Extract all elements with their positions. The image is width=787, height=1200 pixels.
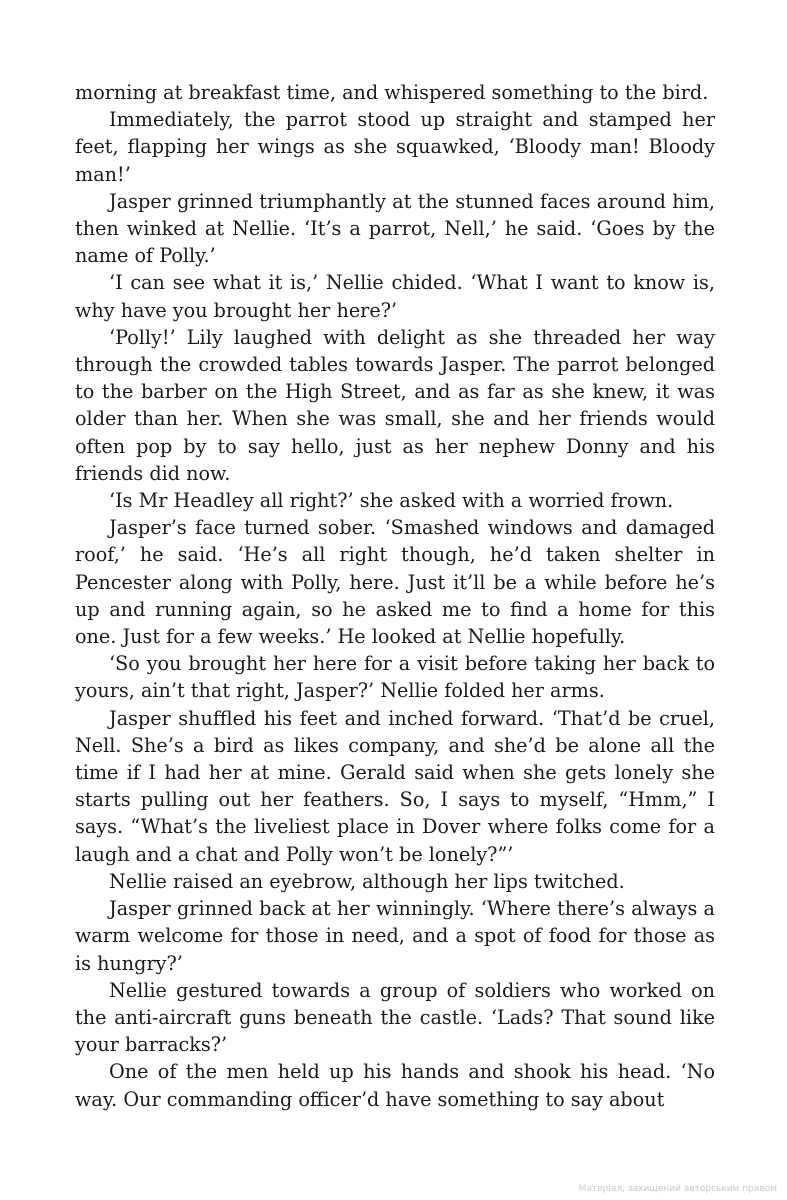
- paragraph-7: Jasper’s face turned sober. ‘Smashed windows and damaged roof,’ he said. ‘He’s all right though, he’d taken shelter in Pencester along with Polly, here. Just it’ll be a while before he’s up and running again, so he asked me to find a home for this one. Just for a few weeks.’ He looked at Nellie hopefully.: [75, 516, 715, 649]
- paragraph-13: One of the men held up his hands and shook his head. ‘No way. Our commanding officer’d have something to say about: [75, 1060, 715, 1111]
- paragraph-12: Nellie gestured towards a group of soldiers who worked on the anti-aircraft guns beneath the castle. ‘Lads? That sound like your barracks?’: [75, 978, 715, 1057]
- paragraph-11: Jasper grinned back at her winningly. ‘Where there’s always a warm welcome for those in need, and a spot of food for those as is hungry?’: [75, 897, 715, 975]
- paragraph-4: ‘I can see what it is,’ Nellie chided. ‘What I want to know is, why have you brought her here?’: [75, 271, 715, 322]
- paragraph-9: Jasper shuffled his feet and inched forward. ‘That’d be cruel, Nell. She’s a bird as likes company, and she’d be alone all the time if I had her at mine. Gerald said when she gets lonely she starts pulling out her feathers. So, I says to myself, “Hmm,” I says. “What’s the liveliest place in Dover where folks come for a laugh and a chat and Polly won’t be lonely?”’: [75, 706, 715, 866]
- paragraph-1: morning at breakfast time, and whispered something to the bird.: [75, 81, 709, 104]
- paragraph-8: ‘So you brought her here for a visit before taking her back to yours, ain’t that right, Jasper?’ Nellie folded her arms.: [75, 652, 715, 703]
- paragraph-5: ‘Polly!’ Lily laughed with delight as she threaded her way through the crowded tables towards Jasper. The parrot belonged to the barber on the High Street, and as far as she knew, it was older than her. When she was small, she and her friends would often pop by to say hello, just as her nephew Donny and his friends did now.: [75, 325, 715, 485]
- paragraph-6: ‘Is Mr Headley all right?’ she asked with a worried frown.: [109, 489, 674, 513]
- paragraph-2: Immediately, the parrot stood up straight and stamped her feet, flapping her wings as she squawked, ‘Bloody man! Bloody man!’: [75, 108, 715, 186]
- copyright-watermark: Матеріал, захищений авторським правом: [578, 1184, 777, 1194]
- paragraph-3: Jasper grinned triumphantly at the stunned faces around him, then winked at Nellie. ‘It’s a parrot, Nell,’ he said. ‘Goes by the name of Polly.’: [75, 189, 715, 268]
- paragraph-10: Nellie raised an eyebrow, although her lips twitched.: [109, 869, 625, 893]
- book-page-text: [75, 79, 715, 1113]
